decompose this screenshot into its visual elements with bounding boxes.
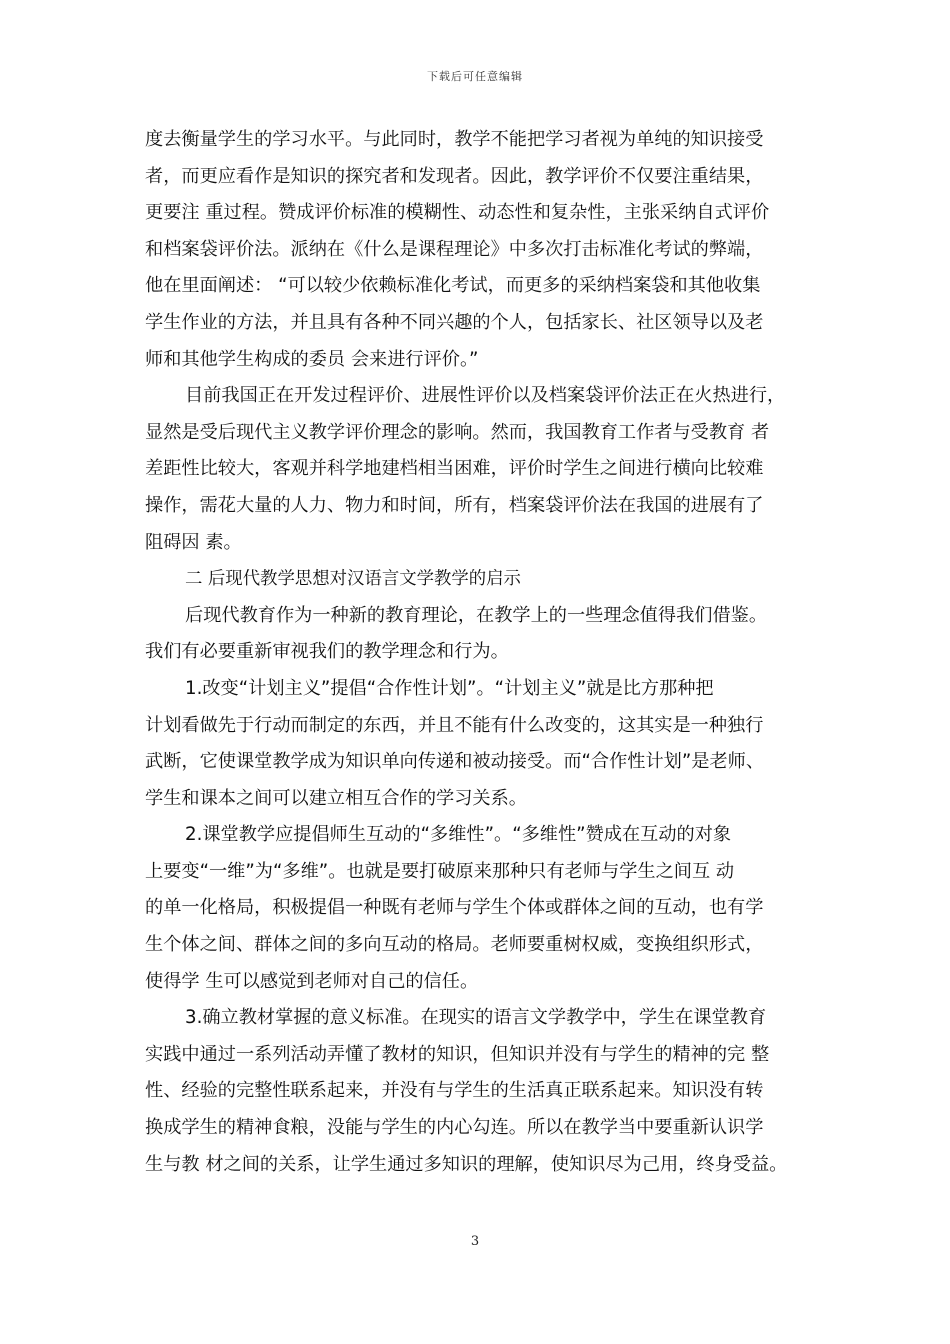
text-line: 和档案袋评价法。派纳在《什么是课程理论》中多次打击标准化考试的弊端， xyxy=(145,238,764,260)
text-line: 上要变“一维”为“多维”。也就是要打破原来那种只有老师与学生之间互 动 xyxy=(145,860,735,882)
text-line: 度去衡量学生的学习水平。与此同时，教学不能把学习者视为单纯的知识接受 xyxy=(145,129,764,150)
text-line: 实践中通过一系列活动弄懂了教材的知识，但知识并没有与学生的精神的完 整 xyxy=(145,1043,770,1065)
text-line: 阻碍因 素。 xyxy=(145,531,242,553)
text-line: 2.课堂教学应提倡师生互动的“多维性”。“多维性”赞成在互动的对象 xyxy=(185,824,732,846)
text-line: 使得学 生可以感觉到老师对自己的信任。 xyxy=(145,970,479,992)
text-line: 武断，它使课堂教学成为知识单向传递和被动接受。而“合作性计划”是老师、 xyxy=(145,751,765,773)
text-line: 生个体之间、群体之间的多向互动的格局。老师要重树权威，变换组织形式， xyxy=(145,934,764,956)
text-line: 后现代教育作为一种新的教育理论，在教学上的一些理念值得我们借鉴。 xyxy=(185,604,768,626)
text-line: 生与教 材之间的关系，让学生通过多知识的理解，使知识尽为己用，终身受益。 xyxy=(145,1153,788,1175)
text-line: 1.改变“计划主义”提倡“合作性计划”。“计划主义”就是比方那种把 xyxy=(185,677,714,699)
text-line: 学生作业的方法，并且具有各种不同兴趣的个人，包括家长、社区领导以及老 xyxy=(145,311,764,333)
text-line: 更要注 重过程。赞成评价标准的模糊性、动态性和复杂性，主张采纳自式评价 xyxy=(145,202,770,224)
body-text xyxy=(145,122,815,1183)
text-line: 计划看做先于行动而制定的东西，并且不能有什么改变的，这其实是一种独行 xyxy=(145,714,764,736)
section-heading: 二 后现代教学思想对汉语言文学教学的启示 xyxy=(185,569,521,590)
text-line: 目前我国正在开发过程评价、进展性评价以及档案袋评价法正在火热进行， xyxy=(185,385,786,407)
text-line: 3.确立教材掌握的意义标准。在现实的语言文学教学中，学生在课堂教育 xyxy=(185,1007,767,1029)
text-line: 换成学生的精神食粮，没能与学生的内心勾连。所以在教学当中要重新认识学 xyxy=(145,1117,764,1139)
text-line: 我们有必要重新审视我们的教学理念和行为。 xyxy=(145,641,509,663)
text-line: 师和其他学生构成的委员 会来进行评价。” xyxy=(145,348,479,370)
text-line: 差距性比较大，客观并科学地建档相当困难，评价时学生之间进行横向比较难 xyxy=(145,458,764,480)
text-line: 学生和课本之间可以建立相互合作的学习关系。 xyxy=(145,787,527,809)
text-line: 显然是受后现代主义教学评价理念的影响。然而，我国教育工作者与受教育 者 xyxy=(145,421,770,443)
text-line: 性、经验的完整性联系起来，并没有与学生的生活真正联系起来。知识没有转 xyxy=(145,1080,764,1102)
text-line: 操作，需花大量的人力、物力和时间，所有，档案袋评价法在我国的进展有了 xyxy=(145,494,764,516)
page-header: 下载后可任意编辑 xyxy=(427,70,523,83)
page-number: 3 xyxy=(470,1234,480,1249)
text-line: 他在里面阐述： “可以较少依赖标准化考试，而更多的采纳档案袋和其他收集 xyxy=(145,275,761,297)
text-line: 的单一化格局，积极提倡一种既有老师与学生个体或群体之间的互动，也有学 xyxy=(145,897,764,919)
text-line: 者，而更应看作是知识的探究者和发现者。因此，教学评价不仅要注重结果， xyxy=(145,165,764,187)
